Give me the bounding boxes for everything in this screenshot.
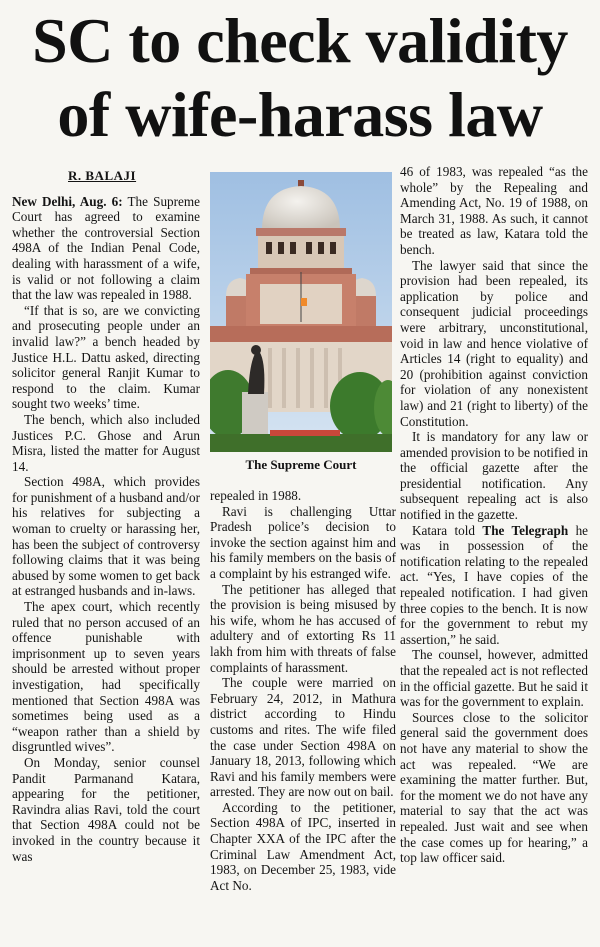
article-column-2 — [210, 488, 396, 893]
article-column-1 — [12, 168, 200, 864]
headline-line-1: SC to check validity — [32, 5, 568, 76]
paragraph: The couple were married on February 24, 2012, in Mathura district according to Hindu customs and rites. The wife filed the case under Section 498A on January 18, 2013, following which Ravi and his family members were arrested. They are now out on bail. — [210, 675, 396, 800]
photo-caption: The Supreme Court — [245, 457, 357, 472]
paragraph-text: The Supreme Court has agreed to examine whether the controversial Section 498A of the Indian Penal Code, dealing with harassment of a wife, is valid or not following a claim that the law was repealed in 1988. — [12, 193, 200, 303]
paragraph — [12, 194, 200, 303]
paragraph: Sources close to the solicitor general said the government does not have any material to show the act was repealed. “We are examining the matter further. But, for the moment we do not have any material to say that the act was repealed. Just wait and see when the case comes up for hearing,” a top law officer said. — [400, 709, 588, 866]
paragraph: Section 498A, which provides for punishment of a husband and/or his relatives for subjecting a woman to cruelty or harassing her, has been the subject of controversy following claims that it was being abused by some women to get back at estranged husbands and in-laws. — [12, 474, 200, 599]
paragraph: repealed in 1988. — [210, 488, 302, 503]
paragraph-text: he was in possession of the notification relating to the repealed act. “Yes, I have copies of the repealed notification. I had given three copies to the bench. It is now for the government to rebut my assertion,” he said. — [400, 522, 589, 647]
paragraph: It is mandatory for any law or amended provision to be notified in the official gazette after the presidential notification. Any subsequent repealing act is also notified in the gazette. — [400, 429, 588, 523]
paragraph: The counsel, however, admitted that the repealed act is not reflected in the official gazette. But he said it was for the government to explain. — [400, 647, 588, 710]
paragraph: On Monday, senior counsel Pandit Parmanand Katara, appearing for the petitioner, Ravindra alias Ravi, told the court that Section 498A could not be invoked in the country because it was — [12, 754, 200, 864]
paragraph: According to the petitioner, Section 498A of IPC, inserted in Chapter XXA of the IPC after the Criminal Law Amendment Act, 1983, on December 25, 1983, vide Act No. — [210, 799, 396, 893]
article-column-3 — [400, 164, 588, 866]
headline — [0, 0, 600, 150]
byline: R. BALAJI — [68, 168, 137, 183]
paragraph: The bench, which also included Justices P.C. Ghose and Arun Misra, listed the matter for August 14. — [12, 411, 200, 474]
paragraph — [400, 523, 588, 648]
paragraph: 46 of 1983, was repealed “as the whole” by the Repealing and Amending Act, No. 19 of 1988, on March 31, 1988. As such, it cannot be treated as law, Katara told the bench. — [400, 164, 588, 257]
headline-line-2: of wife-harass law — [57, 79, 543, 150]
paragraph: The lawyer said that since the provision had been repealed, its application by police and consequent judicial proceedings were arbitrary, unconstitutional, void in law and hence violative of Articles 14 (right to equality) and 20 (prohibition against conviction for violation of any nonexistent law) and 21 (right to liberty) of the Constitution. — [400, 257, 588, 429]
paragraph-text: Katara told — [412, 522, 476, 538]
paragraph: The petitioner has alleged that the provision is being misused by his wife, whom he has accused of adultery and of extorting Rs 11 lakh from him with threats of false complaints of harassment. — [210, 581, 396, 675]
supreme-court-photo — [210, 172, 392, 452]
newspaper-name: The Telegraph — [482, 522, 569, 538]
paragraph: Ravi is challenging Uttar Pradesh police’s decision to invoke the section against him and his family members on the basis of a complaint by his estranged wife. — [210, 503, 396, 581]
supreme-court-illustration — [210, 172, 392, 452]
dateline: New Delhi, Aug. 6: — [12, 193, 123, 209]
paragraph: The apex court, which recently ruled that no person accused of an offence punishable with imprisonment up to seven years should be arrested without proper investigation, had specifically mentioned that Section 498A was sometimes being used as a “weapon rather than a shield by disgruntled wives”. — [12, 599, 200, 755]
paragraph: “If that is so, are we convicting and prosecuting people under an invalid law?” a bench headed by Justice H.L. Dattu asked, directing solicitor general Ranjit Kumar to respond to the claim. Kumar sought two weeks’ time. — [12, 302, 200, 412]
